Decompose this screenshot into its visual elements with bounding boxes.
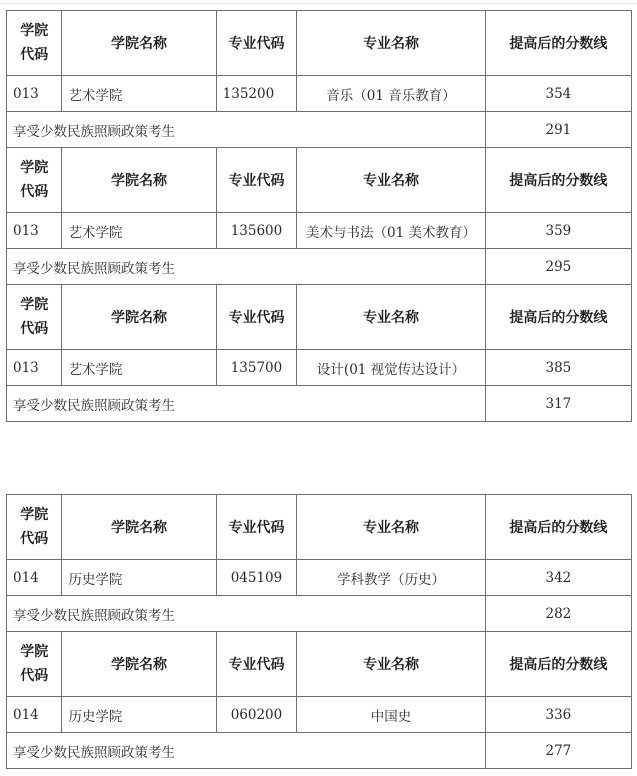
policy-label: 享受少数民族照顾政策考生: [7, 733, 486, 769]
major-code-cell: 135200: [216, 76, 297, 112]
major-name-cell: 设计(01 视觉传达设计）: [297, 350, 486, 386]
score-cell: 342: [485, 560, 631, 596]
table-row: [7, 697, 632, 733]
header-college-code: 学院 代码: [7, 495, 62, 560]
major-name-cell: 美术与书法（01 美术教育）: [297, 213, 486, 249]
score-cell: 336: [485, 697, 631, 733]
header-raised-score: 提高后的分数线: [485, 11, 631, 76]
policy-row: [7, 386, 632, 422]
header-row: [7, 495, 632, 560]
score-cell: 385: [485, 350, 631, 386]
header-college-code: 学院 代码: [7, 285, 62, 350]
college-name-cell: 艺术学院: [62, 76, 216, 112]
major-code-cell: 135700: [216, 350, 297, 386]
table-row: [7, 213, 632, 249]
table-row: [7, 560, 632, 596]
header-major-name: 专业名称: [297, 148, 486, 213]
policy-score-cell: 277: [485, 733, 631, 769]
major-code-cell: 060200: [216, 697, 297, 733]
table-row: [7, 76, 632, 112]
header-college-name: 学院名称: [62, 11, 216, 76]
policy-label: 享受少数民族照顾政策考生: [7, 112, 486, 148]
policy-score-cell: 317: [485, 386, 631, 422]
college-name-cell: 艺术学院: [62, 350, 216, 386]
header-major-code: 专业代码: [216, 148, 297, 213]
policy-label: 享受少数民族照顾政策考生: [7, 386, 486, 422]
major-name-cell: 学科教学（历史）: [297, 560, 486, 596]
header-college-code: 学院 代码: [7, 148, 62, 213]
policy-label: 享受少数民族照顾政策考生: [7, 596, 486, 632]
header-row: [7, 11, 632, 76]
college-code-cell: 013: [7, 213, 62, 249]
header-college-name: 学院名称: [62, 632, 216, 697]
major-name-cell: 中国史: [297, 697, 486, 733]
policy-score-cell: 291: [485, 112, 631, 148]
policy-score-cell: 295: [485, 249, 631, 285]
policy-row: [7, 112, 632, 148]
score-cell: 354: [485, 76, 631, 112]
header-college-name: 学院名称: [62, 285, 216, 350]
college-code-cell: 013: [7, 350, 62, 386]
table-row: [7, 350, 632, 386]
header-major-name: 专业名称: [297, 285, 486, 350]
policy-row: [7, 249, 632, 285]
policy-label: 享受少数民族照顾政策考生: [7, 249, 486, 285]
top-divider: [0, 3, 637, 4]
header-major-name: 专业名称: [297, 632, 486, 697]
major-code-cell: 135600: [216, 213, 297, 249]
score-table-art-college: [6, 10, 632, 422]
college-code-cell: 014: [7, 560, 62, 596]
college-code-cell: 013: [7, 76, 62, 112]
score-cell: 359: [485, 213, 631, 249]
header-row: [7, 632, 632, 697]
header-college-code: 学院 代码: [7, 11, 62, 76]
header-major-code: 专业代码: [216, 495, 297, 560]
college-code-cell: 014: [7, 697, 62, 733]
header-major-name: 专业名称: [297, 11, 486, 76]
college-name-cell: 历史学院: [62, 697, 216, 733]
major-code-cell: 045109: [216, 560, 297, 596]
header-row: [7, 285, 632, 350]
policy-score-cell: 282: [485, 596, 631, 632]
header-college-code: 学院 代码: [7, 632, 62, 697]
header-major-code: 专业代码: [216, 632, 297, 697]
college-name-cell: 历史学院: [62, 560, 216, 596]
header-college-name: 学院名称: [62, 495, 216, 560]
policy-row: [7, 596, 632, 632]
college-name-cell: 艺术学院: [62, 213, 216, 249]
header-raised-score: 提高后的分数线: [485, 148, 631, 213]
header-row: [7, 148, 632, 213]
header-major-code: 专业代码: [216, 285, 297, 350]
major-name-cell: 音乐（01 音乐教育）: [297, 76, 486, 112]
policy-row: [7, 733, 632, 769]
header-raised-score: 提高后的分数线: [485, 495, 631, 560]
header-major-code: 专业代码: [216, 11, 297, 76]
header-raised-score: 提高后的分数线: [485, 632, 631, 697]
header-major-name: 专业名称: [297, 495, 486, 560]
score-table-history-college: [6, 494, 632, 769]
header-raised-score: 提高后的分数线: [485, 285, 631, 350]
header-college-name: 学院名称: [62, 148, 216, 213]
